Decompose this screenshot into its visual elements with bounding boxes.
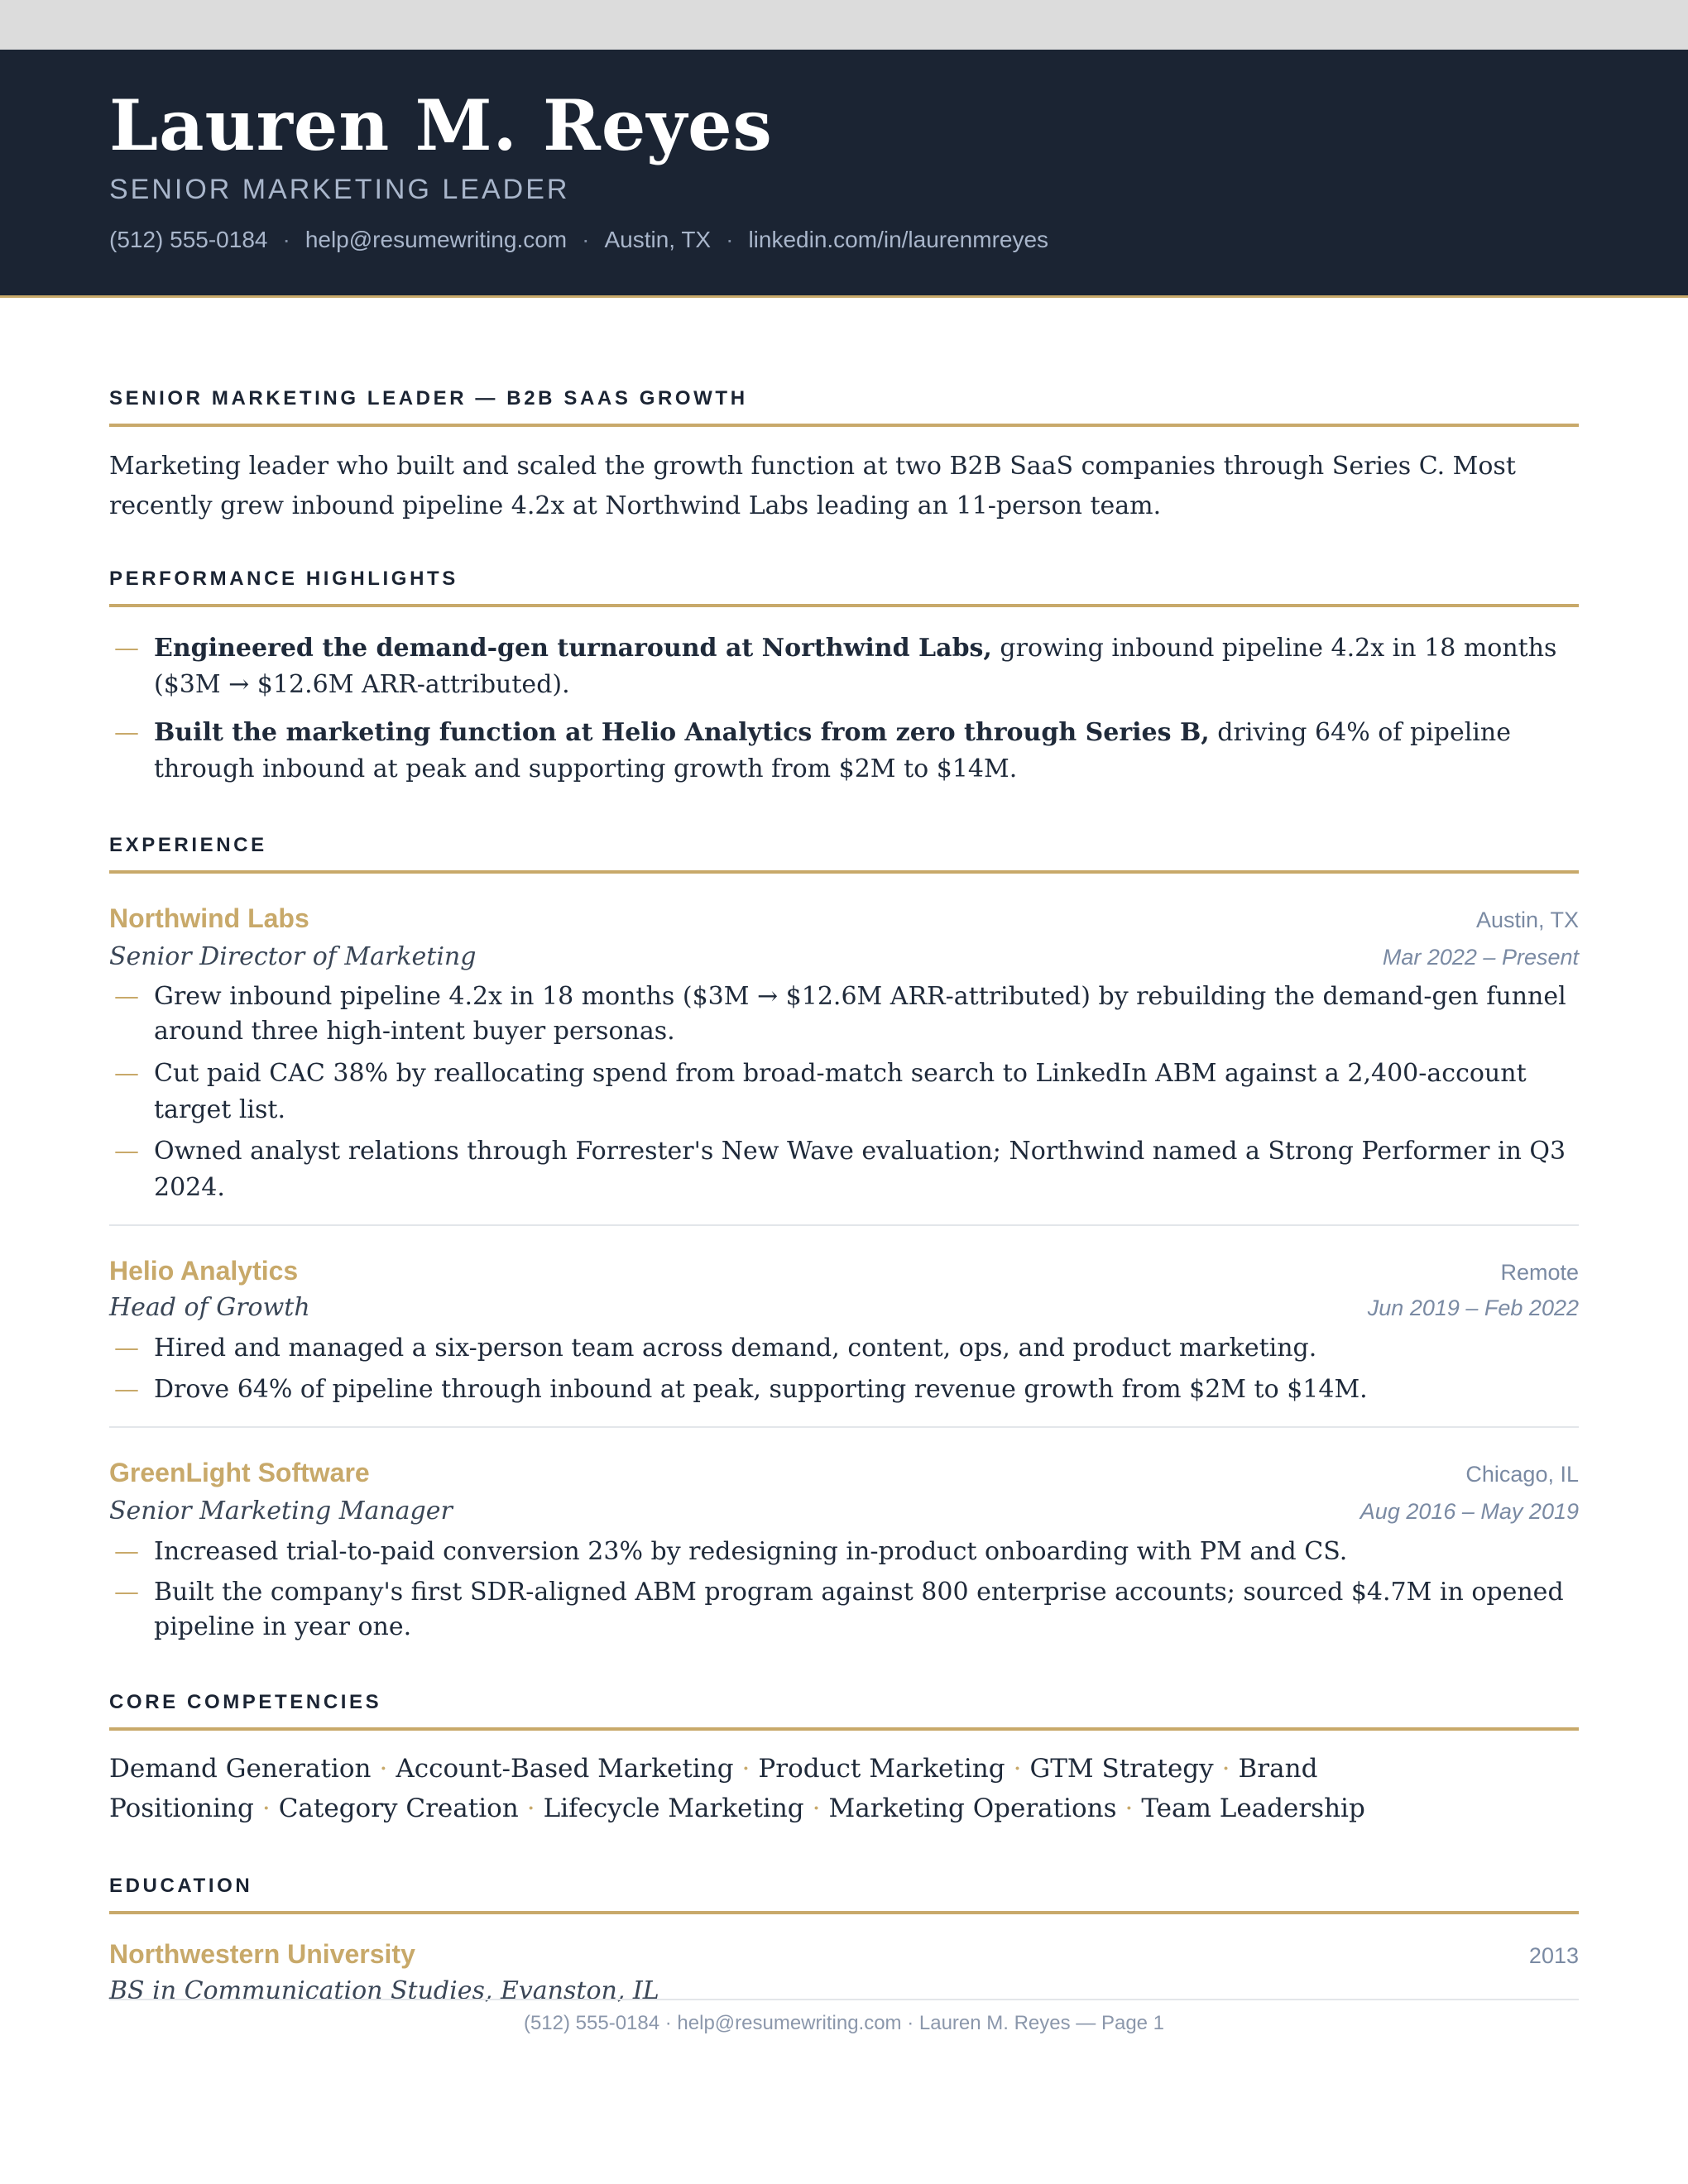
location-text: Austin, TX xyxy=(604,227,712,252)
skills-list xyxy=(109,1749,1579,1828)
resume-header xyxy=(0,50,1688,298)
summary-text: Marketing leader who built and scaled the growth function at two B2B SaaS companies through Series C. Most recently grew inbound pipeline 4.2x at Northwind Labs leading an 11-person team. xyxy=(109,452,1516,520)
resume-body xyxy=(109,298,1579,2005)
experience-heading: EXPERIENCE xyxy=(109,834,1579,874)
skill-item: Team Leadership xyxy=(1141,1794,1365,1823)
highlight-item xyxy=(109,715,1579,788)
bullet-text: Owned analyst relations through Forrester's New Wave evaluation; Northwind named a Strong Performer in Q3 2024. xyxy=(154,1137,1566,1202)
bullet-dash: — xyxy=(114,1334,139,1363)
degree-text: BS in Communication Studies, Evanston, IL xyxy=(109,1976,659,2005)
highlights-section xyxy=(109,568,1579,788)
job-header xyxy=(109,1458,1579,1488)
skill-item: Product Marketing xyxy=(758,1754,1005,1784)
education-header xyxy=(109,1939,1579,1970)
bullet-dash: — xyxy=(114,1578,139,1607)
company-name: Helio Analytics xyxy=(109,1256,299,1286)
contact-separator: · xyxy=(282,227,290,252)
skill-item: Demand Generation xyxy=(109,1754,372,1784)
job-title: Senior Marketing Manager xyxy=(109,1497,453,1525)
school-name: Northwestern University xyxy=(109,1939,415,1969)
job-bullets xyxy=(109,1534,1579,1645)
job-entry xyxy=(109,1458,1579,1645)
skill-item: GTM Strategy xyxy=(1029,1754,1214,1784)
job-entry xyxy=(109,903,1579,1206)
job-location: Chicago, IL xyxy=(1465,1462,1579,1487)
job-subheader xyxy=(109,1293,1579,1322)
job-dates: Mar 2022 – Present xyxy=(1382,945,1579,970)
highlight-text: driving 64% of pipeline through inbound at peak and supporting growth from $2M to $14M. xyxy=(154,718,1511,783)
bullet-dash: — xyxy=(114,1137,139,1166)
email-address: help@resumewriting.com xyxy=(305,227,568,252)
bullet-text: Cut paid CAC 38% by reallocating spend from broad-match search to LinkedIn ABM against a 2,400-account target list. xyxy=(154,1059,1527,1124)
skill-separator: · xyxy=(526,1794,535,1823)
job-entry xyxy=(109,1256,1579,1408)
bullet-text: Hired and managed a six-person team across demand, content, ops, and product marketing. xyxy=(154,1334,1317,1363)
job-bullets xyxy=(109,979,1579,1206)
linkedin-url: linkedin.com/in/laurenmreyes xyxy=(748,227,1049,252)
resume-page xyxy=(0,50,1688,2184)
bullet-text: Drove 64% of pipeline through inbound at peak, supporting revenue growth from $2M to $14M. xyxy=(154,1375,1368,1404)
job-header xyxy=(109,1256,1579,1286)
skill-item: Category Creation xyxy=(278,1794,519,1823)
job-location: Remote xyxy=(1500,1260,1579,1285)
skill-separator: · xyxy=(741,1754,750,1784)
education-heading: EDUCATION xyxy=(109,1875,1579,1914)
contact-line xyxy=(109,227,1048,253)
bullet-text: Increased trial-to-paid conversion 23% by redesigning in-product onboarding with PM and CS. xyxy=(154,1537,1348,1566)
job-bullet xyxy=(109,1575,1579,1645)
highlight-bold: Built the marketing function at Helio Analytics from zero through Series B, xyxy=(154,718,1210,747)
phone-number: (512) 555-0184 xyxy=(109,227,268,252)
highlight-item xyxy=(109,630,1579,703)
job-bullet xyxy=(109,1372,1579,1408)
job-bullet xyxy=(109,1330,1579,1367)
job-bullets xyxy=(109,1330,1579,1408)
skill-item: Account-Based Marketing xyxy=(396,1754,734,1784)
job-bullet xyxy=(109,1056,1579,1128)
candidate-name: Lauren M. Reyes xyxy=(109,84,773,166)
job-bullet xyxy=(109,979,1579,1049)
job-dates: Aug 2016 – May 2019 xyxy=(1360,1499,1579,1524)
bullet-dash: — xyxy=(114,1375,139,1404)
skill-item: Brand Positioning xyxy=(109,1754,1318,1823)
highlights-heading: PERFORMANCE HIGHLIGHTS xyxy=(109,568,1579,607)
footer-divider xyxy=(109,1999,1579,2000)
competencies-section xyxy=(109,1691,1579,1828)
job-bullet xyxy=(109,1133,1579,1206)
summary-section xyxy=(109,387,1579,526)
bullet-text: Built the company's first SDR-aligned ABM program against 800 enterprise accounts; sourced $4.7M in opened pipeline in year one. xyxy=(154,1578,1564,1641)
graduation-year: 2013 xyxy=(1528,1943,1579,1968)
skill-separator: · xyxy=(261,1794,271,1823)
job-header xyxy=(109,903,1579,934)
skill-item: Lifecycle Marketing xyxy=(543,1794,804,1823)
page-footer: (512) 555-0184 · help@resumewriting.com · Lauren M. Reyes — Page 1 xyxy=(523,2012,1165,2034)
bullet-dash: — xyxy=(114,634,139,663)
skill-separator: · xyxy=(1013,1754,1022,1784)
skill-separator: · xyxy=(379,1754,388,1784)
job-location: Austin, TX xyxy=(1475,908,1579,932)
company-name: GreenLight Software xyxy=(109,1458,370,1487)
job-subheader xyxy=(109,942,1579,971)
competencies-heading: CORE COMPETENCIES xyxy=(109,1691,1579,1731)
contact-separator: · xyxy=(582,227,590,252)
skill-separator: · xyxy=(1125,1794,1134,1823)
skill-separator: · xyxy=(812,1794,821,1823)
bullet-dash: — xyxy=(114,982,139,1011)
education-section xyxy=(109,1875,1579,2005)
bullet-dash: — xyxy=(114,1059,139,1088)
job-dates: Jun 2019 – Feb 2022 xyxy=(1367,1296,1579,1320)
contact-separator: · xyxy=(726,227,734,252)
skill-separator: · xyxy=(1221,1754,1230,1784)
highlight-bold: Engineered the demand-gen turnaround at Northwind Labs, xyxy=(154,634,992,663)
company-name: Northwind Labs xyxy=(109,903,309,933)
highlights-list xyxy=(109,630,1579,788)
highlight-text: growing inbound pipeline 4.2x in 18 months ($3M → $12.6M ARR-attributed). xyxy=(154,634,1557,699)
candidate-tagline: SENIOR MARKETING LEADER xyxy=(109,174,570,205)
bullet-text: Grew inbound pipeline 4.2x in 18 months ($3M → $12.6M ARR-attributed) by rebuilding the demand-gen funnel around three high-intent buyer personas. xyxy=(154,982,1566,1046)
bullet-dash: — xyxy=(114,718,139,747)
summary-heading: SENIOR MARKETING LEADER — B2B SAAS GROWTH xyxy=(109,387,1579,427)
job-title: Head of Growth xyxy=(109,1293,310,1322)
job-title: Senior Director of Marketing xyxy=(109,942,477,971)
job-subheader xyxy=(109,1497,1579,1525)
job-bullet xyxy=(109,1534,1579,1570)
skill-item: Marketing Operations xyxy=(828,1794,1117,1823)
job-divider xyxy=(109,1224,1579,1226)
job-divider xyxy=(109,1426,1579,1428)
experience-section xyxy=(109,834,1579,1645)
bullet-dash: — xyxy=(114,1537,139,1566)
